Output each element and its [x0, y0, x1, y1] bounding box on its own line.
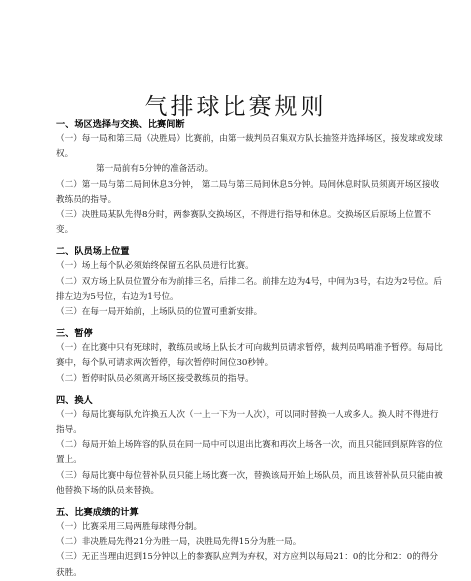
paragraph: （三）无正当理由迟到15分钟以上的参赛队应判为弃权，对方应判以每局21：0的比分和2：0的得分获胜。 [56, 552, 439, 578]
section-heading: 二、队员场上位置 [56, 246, 130, 258]
paragraph: （三）每局比赛中每位替补队员只能上场比赛一次，替换该局开始上场队员，而且该替补队员只能由被他替换下场的队员来替换。 [56, 470, 443, 496]
paragraph: 第一局前有5分钟的准备活动。 [96, 164, 214, 175]
paragraph: （二）暂停时队员必须离开场区接受教练员的指导。 [56, 373, 254, 384]
paragraph: （二）每局开始上场阵容的队员在同一局中可以退出比赛和再次上场各一次，而且只能回到原阵容的位置上。 [56, 440, 443, 466]
section-heading: 一、场区选择与交换、比赛间断 [56, 119, 185, 130]
paragraph: （一）在比赛中只有死球时，教练员或场上队长才可向裁判员请求暂停，裁判员鸣哨准予暂停。每局比赛中，每个队可请求两次暂停，每次暂停时间位30秒钟。 [56, 343, 443, 369]
document-body [56, 118, 444, 581]
paragraph: （二）第一局与第二局间休息3分钟， 第二局与第三局间休息5分钟。局间休息时队员须离开场区接收教练员的指导。 [56, 179, 440, 205]
paragraph: （一）比赛采用三局两胜每球得分制。 [56, 522, 203, 533]
section-heading: 三、暂停 [56, 328, 93, 340]
section-heading: 五、比赛成绩的计算 [56, 507, 139, 519]
section-player-positions [56, 245, 444, 320]
section-heading: 四、换人 [56, 394, 93, 406]
paragraph: （一）每一局和第三局（决胜局）比赛前，由第一裁判员召集双方队长抽签并选择场区，接发球或发球权。 [56, 134, 443, 160]
paragraph: （一）每局比赛每队允许换五人次（一上一下为一人次），可以同时替换一人或多人。换人时不得进行指导。 [56, 409, 439, 436]
section-venue-selection [56, 118, 444, 238]
paragraph: （二）非决胜局先得21分为胜一局，决胜局先得15分为胜一局。 [56, 537, 302, 548]
paragraph: （三）在每一局开始前，上场队员的位置可重新安排。 [56, 307, 263, 318]
section-scoring [56, 506, 444, 581]
paragraph: （二）双方场上队员位置分布为前排三名，后排二名。前排左边为4号，中间为3号，右边为2号位。后排左边为5号位，右边为1号位。 [56, 276, 442, 302]
paragraph: （一）场上每个队必须始终保留五名队员进行比赛。 [56, 261, 254, 272]
document-title: 气排球比赛规则 [144, 94, 327, 120]
paragraph: （三）决胜局某队先得8分时，两参赛队交换场区，不得进行指导和休息。交换场区后原场上位置不变。 [56, 210, 432, 236]
section-substitution [56, 394, 444, 499]
section-timeout [56, 327, 444, 387]
